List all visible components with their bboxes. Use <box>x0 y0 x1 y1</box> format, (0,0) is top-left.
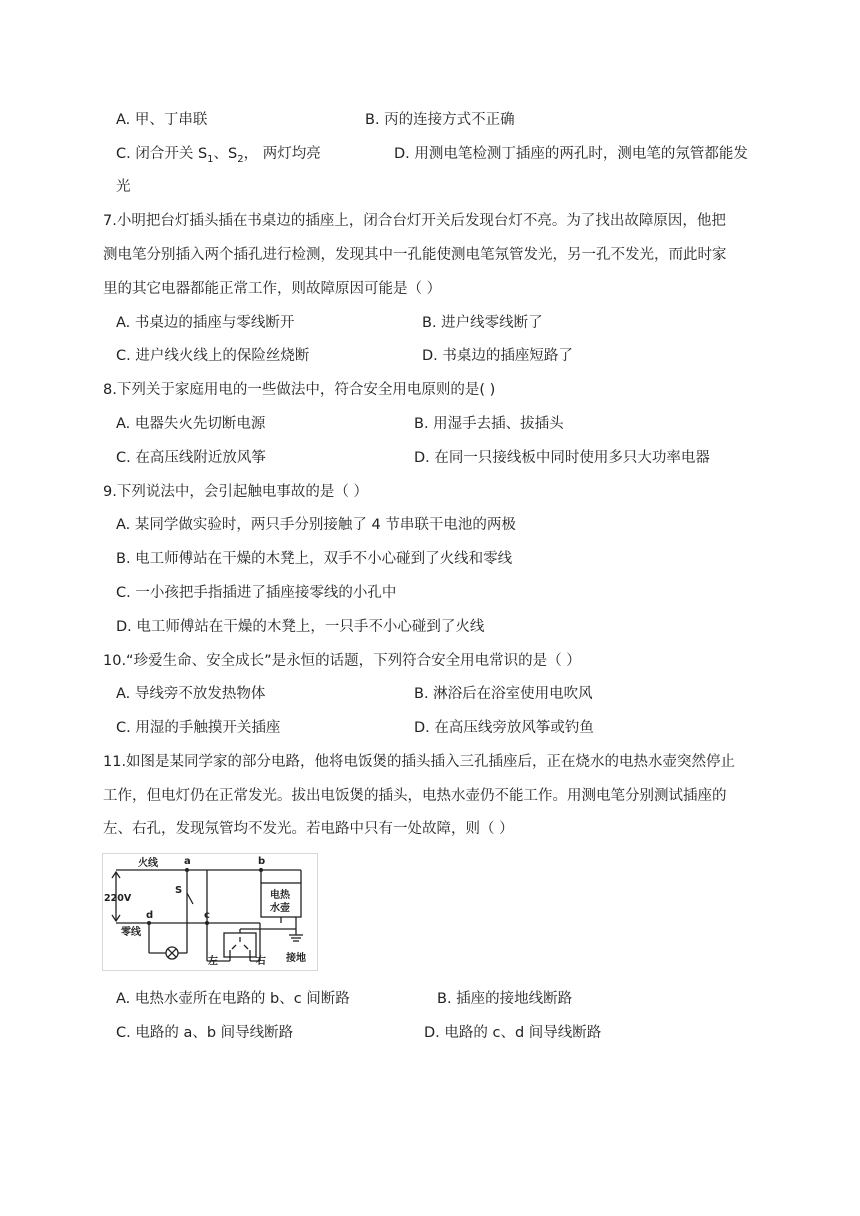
q6-option-a: A. 甲、丁串联 <box>116 112 208 128</box>
kettle-label: 电热 <box>270 890 290 901</box>
q6-option-c-text: 、S <box>213 146 238 162</box>
q8-stem: 8.下列关于家庭用电的一些做法中，符合安全用电原则的是( ) <box>103 382 496 398</box>
q7-option-b: B. 进户线零线断了 <box>422 315 543 331</box>
q6-option-d-cont: 光 <box>116 179 131 195</box>
q10-stem: 10.“珍爱生命、安全成长”是永恒的话题，下列符合安全用电常识的是（ ） <box>103 653 581 669</box>
q7-stem: 测电笔分别插入两个插孔进行检测，发现其中一孔能使测电笔氖管发光，另一孔不发光，而此时家 <box>103 247 727 263</box>
q9-option-a: A. 某同学做实验时，两只手分别接触了 4 节串联干电池的两极 <box>116 517 516 533</box>
q6-option-c-text: C. 闭合开关 S <box>116 146 208 162</box>
q11-option-c: C. 电路的 a、b 间导线断路 <box>116 1025 294 1041</box>
q9-option-b: B. 电工师傅站在干燥的木凳上，双手不小心碰到了火线和零线 <box>116 551 513 567</box>
live-wire-label: 火线 <box>138 858 158 869</box>
socket-box <box>224 933 256 957</box>
q11-stem: 11.如图是某同学家的部分电路，他将电饭煲的插头插入三孔插座后，正在烧水的电热水壶突然停止 <box>103 754 736 770</box>
socket-right-label: 右 <box>256 956 266 967</box>
q7-option-d: D. 书桌边的插座短路了 <box>422 348 573 364</box>
point-b-label: b <box>258 856 266 867</box>
q8-option-d: D. 在同一只接线板中同时使用多只大功率电器 <box>414 450 710 466</box>
q8-option-a: A. 电器失火先切断电源 <box>116 416 266 432</box>
q10-option-c: C. 用湿的手触摸开关插座 <box>116 720 281 736</box>
point-a-label: a <box>184 856 191 867</box>
q11-stem: 左、右孔，发现氖管均不发光。若电路中只有一处故障，则（ ） <box>103 821 514 837</box>
q9-option-d: D. 电工师傅站在干燥的木凳上，一只手不小心碰到了火线 <box>116 619 485 635</box>
q9-option-c: C. 一小孩把手指插进了插座接零线的小孔中 <box>116 585 397 601</box>
q11-option-b: B. 插座的接地线断路 <box>437 991 573 1007</box>
q7-option-a: A. 书桌边的插座与零线断开 <box>116 315 295 331</box>
q11-option-d: D. 电路的 c、d 间导线断路 <box>424 1025 602 1041</box>
q7-stem: 里的其它电器都能正常工作，则故障原因可能是（ ） <box>103 281 442 297</box>
q8-option-c: C. 在高压线附近放风筝 <box>116 450 266 466</box>
q10-option-a: A. 导线旁不放发热物体 <box>116 686 266 702</box>
point-c-label: c <box>204 910 210 921</box>
subscript: 1 <box>207 153 214 165</box>
neutral-wire-label: 零线 <box>121 927 141 938</box>
q8-option-b: B. 用湿手去插、拔插头 <box>414 416 564 432</box>
q11-stem: 工作，但电灯仍在正常发光。拔出电饭煲的插头，电热水壶仍不能工作。用测电笔分别测试插座的 <box>103 788 727 804</box>
q6-option-b: B. 丙的连接方式不正确 <box>365 112 515 128</box>
q10-option-d: D. 在高压线旁放风筝或钓鱼 <box>414 720 594 736</box>
switch-label: S <box>175 885 183 896</box>
q9-stem: 9.下列说法中，会引起触电事故的是（ ） <box>103 484 368 500</box>
q7-option-c: C. 进户线火线上的保险丝烧断 <box>116 348 310 364</box>
voltage-label: 220V <box>104 893 132 904</box>
q7-stem: 7.小明把台灯插头插在书桌边的插座上，闭合台灯开关后发现台灯不亮。为了找出故障原因，他把 <box>103 213 726 229</box>
point-d-label: d <box>146 910 154 921</box>
q6-option-c <box>116 144 321 170</box>
circuit-diagram <box>102 853 318 971</box>
socket-left-label: 左 <box>208 956 218 967</box>
q11-option-a: A. 电热水壶所在电路的 b、c 间断路 <box>116 991 350 1007</box>
ground-label: 接地 <box>286 953 306 964</box>
q6-option-d: D. 用测电笔检测丁插座的两孔时，测电笔的氖管都能发 <box>394 146 748 162</box>
kettle-label: 水壶 <box>270 903 290 914</box>
q6-option-c-text: ， 两灯均亮 <box>243 146 321 162</box>
subscript: 2 <box>237 153 244 165</box>
q10-option-b: B. 淋浴后在浴室使用电吹风 <box>414 686 593 702</box>
